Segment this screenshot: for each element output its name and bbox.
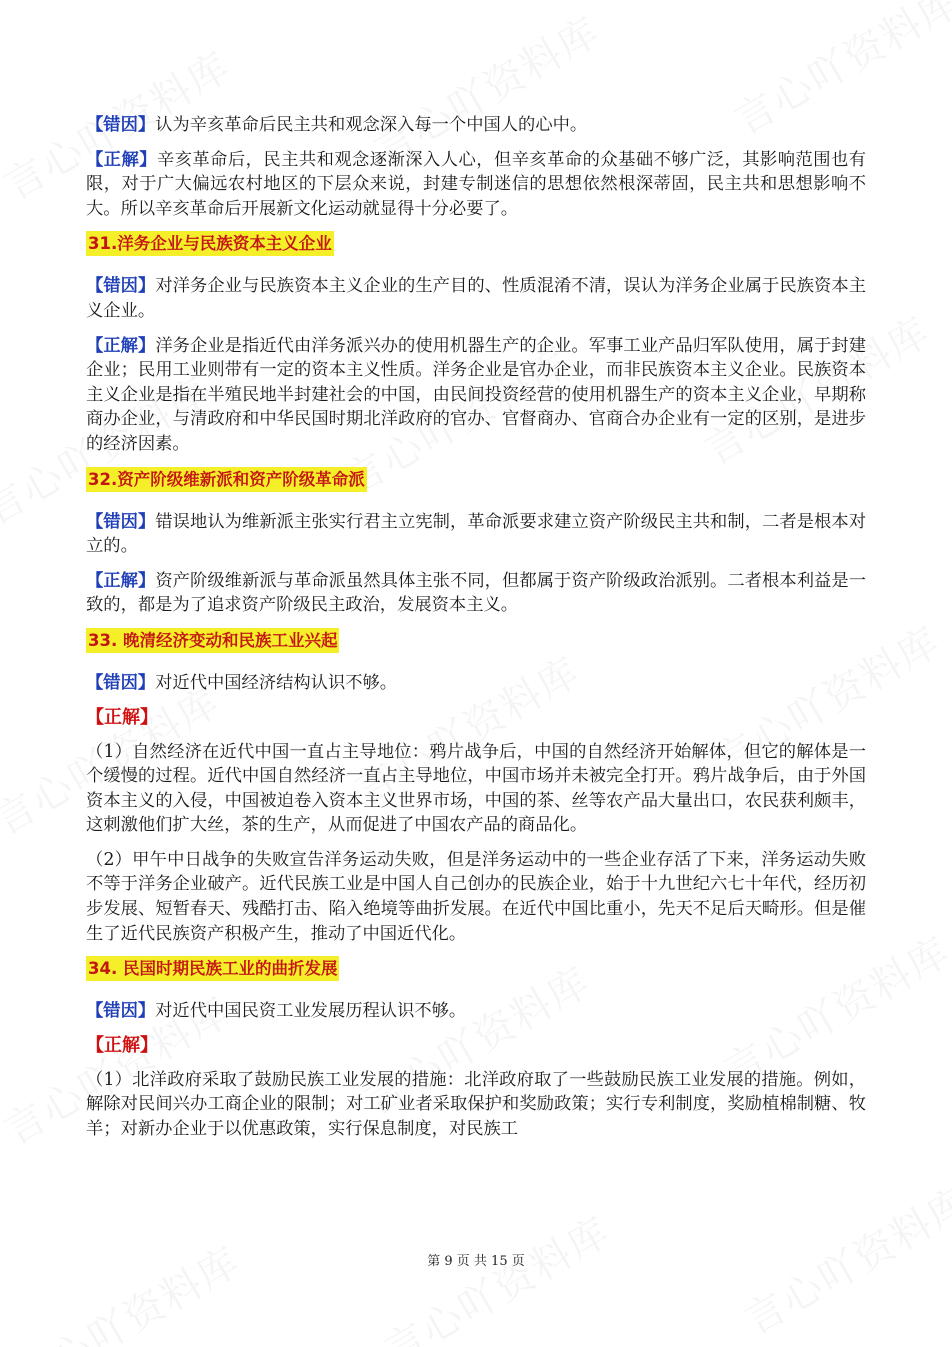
answer-label: 【正解】: [86, 1034, 158, 1056]
paragraph: [86, 848, 866, 946]
paragraph-text: 资产阶级维新派与革命派虽然具体主张不同，但都属于资产阶级政治派别。二者根本利益是一致的，都是为了追求资产阶级民主政治，发展资本主义。: [86, 570, 866, 616]
paragraph: [86, 334, 866, 457]
error-cause-label: 【错因】: [86, 672, 156, 693]
paragraph: [86, 274, 866, 323]
section-heading-wrap: [86, 231, 866, 266]
paragraph-text: 对近代中国经济结构认识不够。: [155, 672, 398, 693]
correct-answer-label: 【正解】: [86, 570, 156, 591]
paragraph-text: 对近代中国民资工业发展历程认识不够。: [155, 1001, 467, 1022]
section-heading: 32.资产阶级维新派和资产阶级革命派: [86, 467, 367, 492]
paragraph: [86, 148, 866, 222]
section-heading: 34. 民国时期民族工业的曲折发展: [86, 956, 339, 981]
paragraph-text: 对洋务企业与民族资本主义企业的生产目的、性质混淆不清，误认为洋务企业属于民族资本主义企业。: [86, 276, 866, 321]
error-cause-label: 【错因】: [86, 115, 156, 135]
section-heading: 33. 晚清经济变动和民族工业兴起: [86, 628, 339, 653]
paragraph-text: 认为辛亥革命后民主共和观念深入每一个中国人的心中。: [155, 115, 588, 135]
error-cause-label: 【错因】: [86, 511, 156, 532]
paragraph-text: 错误地认为维新派主张实行君主立宪制，革命派要求建立资产阶级民主共和制，二者是根本对立的。: [86, 511, 866, 557]
section-heading-wrap: [86, 467, 866, 502]
answer-label: 【正解】: [86, 706, 158, 728]
correct-answer-label: 【正解】: [86, 149, 157, 170]
paragraph-text: 洋务企业是指近代由洋务派兴办的使用机器生产的企业。军事工业产品归军队使用，属于封建企业；民用工业则带有一定的资本主义性质。洋务企业是官办企业，而非民族资本主义企业。民族资本主义企业是指在半殖民地半封建社会的中国，由民间投资经营的使用机器生产的资本主义企业，早期称商办企业，与清政府和中华民国时期北洋政府的官办、官督商办、官商合办企业有一定的区别，是进步的经济因素。: [86, 335, 866, 454]
paragraph: [86, 569, 866, 618]
watermark-text: [3, 1231, 250, 1347]
document-body: [86, 113, 866, 1152]
paragraph-text: （1）北洋政府采取了鼓励民族工业发展的措施：北洋政府取了一些鼓励民族工业发展的措施。例如，解除对民间兴办工商企业的限制；对工矿业者采取保护和奖励政策；实行专利制度，奖励植棉制糖、牧羊；对新办企业于以优惠政策，实行保息制度，对民族工: [86, 1069, 866, 1140]
error-cause-label: 【错因】: [86, 276, 156, 297]
paragraph-text: （1）自然经济在近代中国一直占主导地位：鸦片战争后，中国的自然经济开始解体，但它的解体是一个缓慢的过程。近代中国自然经济一直占主导地位，中国市场并未被完全打开。鸦片战争后，由于外国资本主义的入侵，中国被迫卷入资本主义世界市场，中国的茶、丝等农产品大量出口，农民获利颇丰，这刺激他们扩大丝，茶的生产，从而促进了中国农产品的商品化。: [86, 741, 866, 836]
paragraph-text: （2）甲午中日战争的失败宣告洋务运动失败，但是洋务运动中的一些企业存活了下来，洋务运动失败不等于洋务企业破产。近代民族工业是中国人自己创办的民族企业，始于十九世纪六七十年代，经历初步发展、短暂春天、残酷打击、陷入绝境等曲折发展。在近代中国比重小，先天不足后天畸形。但是催生了近代民族资产积极产生，推动了中国近代化。: [86, 849, 866, 944]
page-footer: 第 9 页 共 15 页: [427, 1254, 525, 1269]
correct-answer-label: 【正解】: [86, 335, 156, 356]
section-heading-wrap: [86, 628, 866, 663]
error-cause-label: 【错因】: [86, 1001, 156, 1022]
paragraph: [86, 510, 866, 559]
section-heading: 31.洋务企业与民族资本主义企业: [86, 231, 334, 256]
paragraph: [86, 113, 866, 138]
section-heading-wrap: [86, 956, 866, 991]
watermark-text: [373, 1201, 620, 1347]
paragraph: [86, 1068, 866, 1142]
paragraph: [86, 671, 866, 696]
paragraph-text: 辛亥革命后，民主共和观念逐渐深入人心，但辛亥革命的众基础不够广泛，其影响范围也有限，对于广大偏远农村地区的下层众来说，封建专制迷信的思想依然根深蒂固，民主共和思想影响不大。所以辛亥革命后开展新文化运动就显得十分必要了。: [86, 149, 866, 219]
paragraph: [86, 740, 866, 838]
paragraph: [86, 999, 866, 1024]
